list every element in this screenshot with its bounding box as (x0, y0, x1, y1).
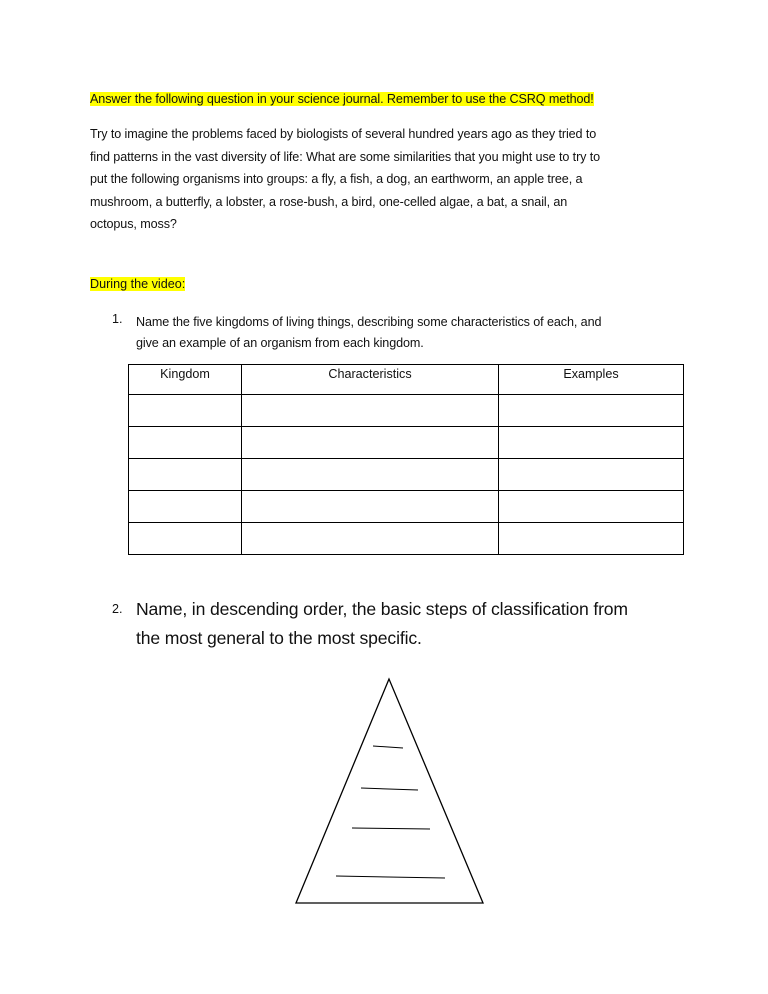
pyramid-outline (296, 679, 483, 903)
examples-cell[interactable] (499, 395, 684, 427)
during-video-heading (90, 277, 185, 291)
header-kingdom: Kingdom (129, 365, 242, 395)
kingdom-cell[interactable] (129, 491, 242, 523)
intro-paragraph-line: mushroom, a butterfly, a lobster, a rose-bush, a bird, one-celled algae, a bat, a snail, an (90, 194, 568, 209)
question-2-number: 2. (112, 602, 123, 616)
pyramid-blank-line[interactable] (361, 788, 418, 790)
intro-paragraph-line: put the following organisms into groups: a fly, a fish, a dog, an earthworm, an apple tree, a (90, 172, 583, 187)
during-video-highlight: During the video: (90, 277, 186, 291)
intro-paragraph-line: Try to imagine the problems faced by biologists of several hundred years ago as they tried to (90, 127, 597, 141)
pyramid-blank-line[interactable] (352, 828, 430, 829)
journal-instruction (90, 92, 594, 106)
kingdom-cell[interactable] (129, 427, 242, 459)
table-row (129, 523, 684, 555)
question-1-line: Name the five kingdoms of living things, describing some characteristics of each, and (136, 315, 602, 329)
kingdoms-table (128, 364, 684, 555)
pyramid-blank-line[interactable] (336, 876, 445, 878)
table-row (129, 459, 684, 491)
pyramid-blank-line[interactable] (373, 746, 403, 748)
intro-paragraph-line: find patterns in the vast diversity of life: What are some similarities that you might use to try to (90, 149, 601, 164)
kingdom-cell[interactable] (129, 459, 242, 491)
kingdom-cell[interactable] (129, 395, 242, 427)
table-header-row (129, 365, 684, 395)
examples-cell[interactable] (499, 459, 684, 491)
question-2-line: Name, in descending order, the basic steps of classification from (136, 599, 628, 619)
examples-cell[interactable] (499, 427, 684, 459)
journal-instruction-highlight: Answer the following question in your science journal. Remember to use the CSRQ method! (90, 92, 594, 106)
table-row (129, 491, 684, 523)
table-row (129, 427, 684, 459)
header-characteristics: Characteristics (242, 365, 499, 395)
question-2-line: the most general to the most specific. (136, 627, 422, 648)
characteristics-cell[interactable] (242, 523, 499, 555)
table-row (129, 395, 684, 427)
header-examples: Examples (499, 365, 684, 395)
characteristics-cell[interactable] (242, 427, 499, 459)
examples-cell[interactable] (499, 491, 684, 523)
intro-paragraph (90, 123, 690, 236)
characteristics-cell[interactable] (242, 395, 499, 427)
classification-pyramid (290, 674, 490, 910)
characteristics-cell[interactable] (242, 491, 499, 523)
question-1-number: 1. (112, 312, 123, 326)
kingdom-cell[interactable] (129, 523, 242, 555)
question-1-line: give an example of an organism from each kingdom. (136, 336, 424, 350)
question-1-text (136, 312, 696, 354)
characteristics-cell[interactable] (242, 459, 499, 491)
examples-cell[interactable] (499, 523, 684, 555)
intro-paragraph-line: octopus, moss? (90, 217, 177, 232)
question-2-text (136, 595, 736, 652)
